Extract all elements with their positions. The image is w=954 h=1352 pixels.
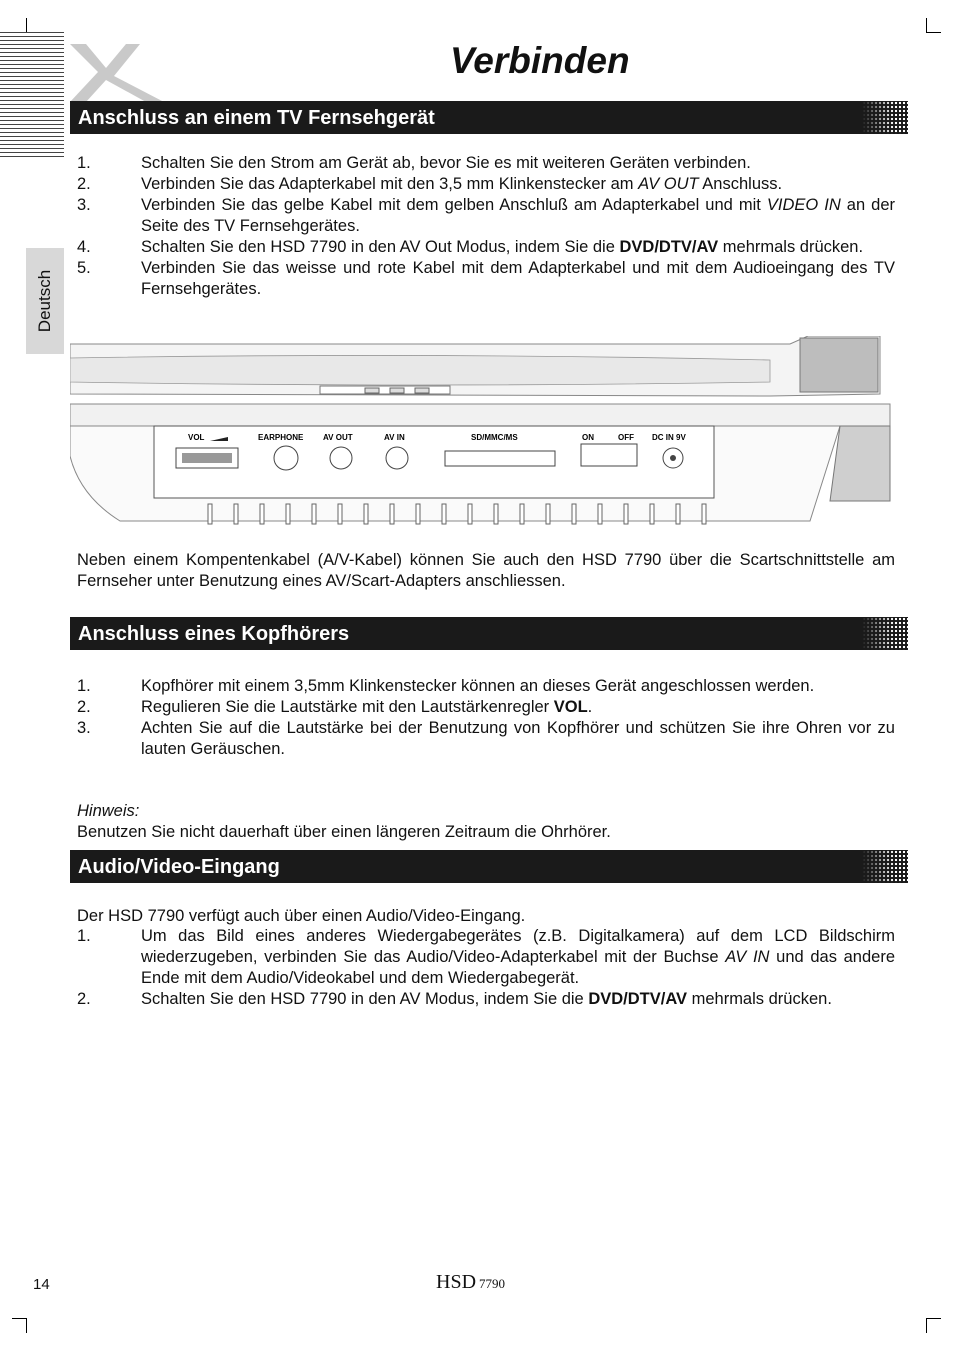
page-title: Verbinden — [450, 40, 630, 81]
text-run: mehrmals drücken. — [687, 990, 832, 1008]
hint-text: Benutzen Sie nicht dauerhaft über einen längeren Zeitraum die Ohrhörer. — [77, 823, 611, 841]
av-input-steps-list — [77, 926, 895, 1010]
text-run: Schalten Sie den HSD 7790 in den AV Out Modus, indem Sie die — [141, 238, 620, 256]
list-item — [77, 697, 895, 718]
dot-fade — [862, 617, 908, 650]
list-item — [77, 718, 895, 760]
dot-fade — [862, 850, 908, 883]
crop-mark-bottom-right — [926, 1318, 941, 1333]
list-text — [141, 989, 895, 1010]
scart-note: Neben einem Kompentenkabel (A/V-Kabel) können Sie auch den HSD 7790 über die Scartschnittstelle am Fernseher unter Benutzung eines AV/Scart-Adapters anschliessen. — [77, 551, 895, 590]
language-tab — [26, 248, 64, 354]
text-run: AV IN — [725, 948, 770, 966]
text-run: Verbinden Sie das Adapterkabel mit den 3,5 mm Klinkenstecker am — [141, 175, 639, 193]
text-run: mehrmals drücken. — [718, 238, 864, 256]
label-card-slot: SD/MMC/MS — [471, 433, 518, 442]
list-item — [77, 174, 895, 195]
text-run: VOL — [553, 698, 588, 716]
section-header-av-input — [70, 850, 908, 883]
text-run: Regulieren Sie die Lautstärke mit den Lautstärkenregler — [141, 698, 554, 716]
text-run: DVD/DTV/AV — [588, 990, 688, 1008]
list-item — [77, 989, 895, 1010]
text-run: AV OUT — [638, 175, 699, 193]
list-number: 3. — [77, 196, 91, 214]
list-text — [141, 237, 895, 258]
list-number: 2. — [77, 698, 91, 716]
list-text — [141, 926, 895, 989]
text-run: VIDEO IN — [766, 196, 841, 214]
section-heading: Anschluss eines Kopfhörers — [78, 623, 350, 645]
headphone-steps-list — [77, 676, 895, 760]
text-run: Anschluss. — [698, 175, 783, 193]
text-run: Um das Bild eines anderes Wiedergabegerätes (z.B. Digitalkamera) auf dem LCD Bildschirm wiederzugeben, verbinden Sie das Audio/Video-Adapterkabel mit der Buchse — [141, 927, 895, 966]
dot-fade — [862, 101, 908, 134]
text-run: Schalten Sie den Strom am Gerät ab, bevor Sie es mit weiteren Geräten verbinden. — [141, 154, 751, 172]
footer-model-logo — [436, 1271, 505, 1294]
crop-mark-bottom-left — [12, 1318, 27, 1333]
text-run: Achten Sie auf die Lautstärke bei der Benutzung von Kopfhörer und schützen Sie ihre Ohren vor zu lauten Geräuschen. — [141, 719, 895, 758]
list-text — [141, 153, 895, 174]
list-text — [141, 676, 895, 697]
footer-model-name: HSD — [436, 1271, 477, 1293]
av-input-intro: Der HSD 7790 verfügt auch über einen Audio/Video-Eingang. — [77, 907, 526, 925]
text-run: . — [587, 698, 593, 716]
decorative-stripes — [0, 32, 64, 160]
footer-model-number: 7790 — [479, 1276, 506, 1291]
label-vol: VOL — [188, 433, 205, 442]
list-item — [77, 926, 895, 989]
list-item — [77, 195, 895, 237]
text-run: Verbinden Sie das weisse und rote Kabel mit dem Adapterkabel und mit dem Audioeingang des TV Fernsehgerätes. — [141, 259, 895, 298]
label-off: OFF — [618, 433, 634, 442]
page-number: 14 — [33, 1276, 50, 1293]
list-number: 2. — [77, 175, 91, 193]
hint-label: Hinweis: — [77, 802, 140, 820]
device-side-panel-illustration — [70, 336, 900, 531]
section-header-headphones — [70, 617, 908, 650]
text-run: an der Seite des TV Fernsehgerätes. — [141, 196, 895, 235]
text-run: Kopfhörer mit einem 3,5mm Klinkenstecker können an dieses Gerät angeschlossen werden. — [141, 677, 815, 695]
label-av-out: AV OUT — [323, 433, 353, 442]
text-run: Verbinden Sie das gelbe Kabel mit dem gelben Anschluß am Adapterkabel und mit — [141, 196, 767, 214]
label-on: ON — [582, 433, 594, 442]
list-number: 2. — [77, 990, 91, 1008]
label-dc-in: DC IN 9V — [652, 433, 686, 442]
list-text — [141, 174, 895, 195]
list-number: 1. — [77, 154, 91, 172]
section-heading: Anschluss an einem TV Fernsehgerät — [78, 107, 435, 129]
list-item — [77, 153, 895, 174]
text-run: DVD/DTV/AV — [619, 238, 719, 256]
tv-steps-list — [77, 153, 895, 300]
list-number: 1. — [77, 677, 91, 695]
crop-mark-top-right — [926, 18, 941, 33]
list-number: 5. — [77, 259, 91, 277]
list-text — [141, 258, 895, 300]
list-text — [141, 195, 895, 237]
x-logo — [64, 38, 174, 104]
list-item — [77, 258, 895, 300]
list-number: 1. — [77, 927, 91, 945]
language-label: Deutsch — [35, 269, 54, 333]
section-header-tv — [70, 101, 908, 134]
list-number: 4. — [77, 238, 91, 256]
list-text — [141, 718, 895, 760]
text-run: Schalten Sie den HSD 7790 in den AV Modus, indem Sie die — [141, 990, 589, 1008]
list-item — [77, 237, 895, 258]
label-av-in: AV IN — [384, 433, 405, 442]
list-number: 3. — [77, 719, 91, 737]
list-item — [77, 676, 895, 697]
text-run: und das andere Ende mit dem Audio/Videokabel und dem Wiedergabegerät. — [141, 948, 895, 987]
list-text — [141, 697, 895, 718]
crop-mark-top-left — [12, 18, 27, 33]
label-earphone: EARPHONE — [258, 433, 304, 442]
section-heading: Audio/Video-Eingang — [78, 856, 280, 878]
